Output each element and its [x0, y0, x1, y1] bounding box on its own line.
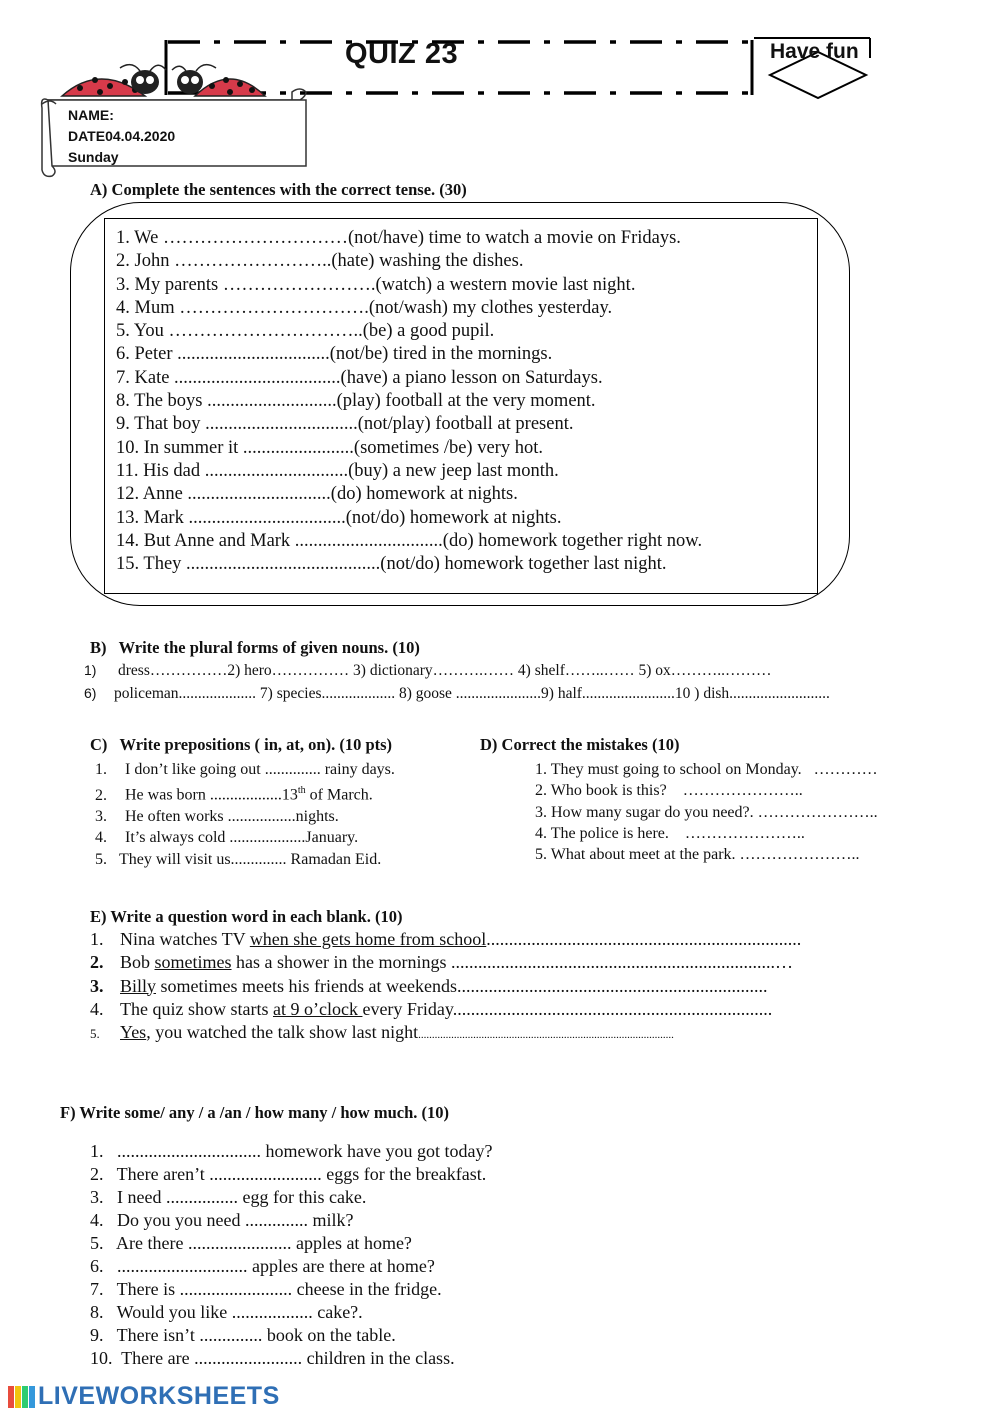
list-item: 1. ................................ homework have you got today?: [90, 1141, 493, 1161]
section-a-list: [116, 227, 702, 576]
student-info: [68, 105, 175, 168]
section-b-heading: B) Write the plural forms of given nouns. (10): [90, 638, 420, 657]
section-a-heading: A) Complete the sentences with the correct tense. (30): [90, 180, 467, 199]
list-item: 9. There isn’t .............. book on the table.: [90, 1325, 396, 1345]
section-f-list: [90, 1140, 492, 1370]
have-fun-label: Have fun: [770, 40, 859, 63]
date-label: DATE04.04.2020: [68, 128, 176, 144]
list-item: 5. Yes, you watched the talk show last night.............................................................................................: [90, 1022, 674, 1043]
list-item: 7. Kate ....................................(have) a piano lesson on Saturdays.: [116, 367, 603, 388]
list-item: 10. There are ........................ children in the class.: [90, 1348, 455, 1368]
quiz-title: QUIZ 23: [345, 38, 459, 70]
list-item: 2. Who book is this? …………………..: [535, 782, 803, 800]
name-label: NAME:: [68, 107, 114, 123]
section-c-heading: C) Write prepositions ( in, at, on). (10 pts): [90, 735, 393, 754]
list-item: 2. John ……………………..(hate) washing the dishes.: [116, 251, 524, 272]
list-item: 4. Do you you need .............. milk?: [90, 1210, 354, 1230]
list-item: 2. There aren’t ......................... eggs for the breakfast.: [90, 1164, 487, 1184]
section-c-list: [95, 759, 395, 870]
list-item: 6. ............................. apples are there at home?: [90, 1256, 435, 1276]
list-item: 12. Anne ...............................(do) homework at nights.: [116, 484, 518, 505]
list-item: 14. But Anne and Mark ................................(do) homework together right now.: [116, 530, 703, 551]
list-item: 5. Are there ....................... apples at home?: [90, 1233, 412, 1253]
list-item: 1. We …………………………(not/have) time to watch a movie on Fridays.: [116, 228, 681, 248]
list-item: 1. I don’t like going out .............. rainy days.: [95, 761, 395, 778]
list-item: 2. Bob sometimes has a shower in the mornings ........................................................................…: [90, 952, 793, 973]
list-item: 15. They ..........................................(not/do) homework together last night.: [116, 554, 667, 575]
section-d-list: [535, 759, 878, 865]
list-item: 3. I need ................ egg for this cake.: [90, 1187, 367, 1207]
list-item: 4. Mum ………………………….(not/wash) my clothes yesterday.: [116, 297, 613, 318]
section-f-heading: F) Write some/ any / a /an / how many / how much. (10): [60, 1103, 449, 1122]
section-e-list: [90, 928, 801, 1044]
list-item: 5. You …………………………..(be) a good pupil.: [116, 321, 495, 342]
list-item: 3. How many sugar do you need?. …………………..: [535, 803, 878, 821]
section-d-heading: D) Correct the mistakes (10): [480, 735, 680, 754]
list-item: 9. That boy .................................(not/play) football at present.: [116, 414, 574, 435]
list-item: 3. Billy sometimes meets his friends at weekends.....................................................................: [90, 975, 768, 996]
list-item: 3. He often works .................nights.: [95, 807, 339, 825]
liveworksheets-logo-icon: [8, 1384, 36, 1410]
list-item: 11. His dad ...............................(buy) a new jeep last month.: [116, 460, 559, 481]
list-item: 4. It’s always cold ...................January.: [95, 829, 359, 847]
list-item: 10. In summer it ........................(sometimes /be) very hot.: [116, 437, 543, 458]
list-item: 6. Peter .................................(not/be) tired in the mornings.: [116, 344, 553, 365]
list-item: 3. My parents …………………….(watch) a western movie last night.: [116, 274, 636, 295]
section-b-rows: [84, 662, 830, 708]
list-item: 7. There is ......................... cheese in the fridge.: [90, 1279, 442, 1299]
list-item: 1. Nina watches TV when she gets home from school......................................................................: [90, 929, 802, 949]
list-item: 4. The quiz show starts at 9 o’clock every Friday.......................................................................: [90, 998, 773, 1019]
list-item: 5. What about meet at the park. …………………..: [535, 846, 860, 864]
list-item: 13. Mark ..................................(not/do) homework at nights.: [116, 507, 562, 528]
list-item: 5. They will visit us.............. Ramadan Eid.: [95, 850, 382, 868]
list-item: 2. He was born ..................13th of March.: [95, 785, 373, 804]
row-number: 6): [84, 685, 97, 701]
ladybug-icon: [62, 65, 166, 96]
list-item: 8. The boys ............................(play) football at the very moment.: [116, 391, 596, 412]
row-number: 1): [84, 662, 97, 678]
plural-row-1: dress……………2) hero…………… 3) dictionary……….…… 4) shelf……..…… 5) ox………..………: [118, 662, 772, 679]
liveworksheets-logo: LIVEWORKSHEETS: [38, 1382, 280, 1410]
list-item: 8. Would you like .................. cake?.: [90, 1302, 363, 1322]
list-item: 1. They must going to school on Monday. …………: [535, 761, 878, 778]
ladybug-icon: [172, 65, 265, 96]
plural-row-2: policeman.................... 7) species................... 8) goose ......................9) half........................10 ) dish..........................: [114, 685, 830, 702]
section-e-heading: E) Write a question word in each blank. (10): [90, 907, 403, 926]
list-item: 4. The police is here. …………………..: [535, 824, 805, 842]
day-label: Sunday: [68, 149, 119, 165]
